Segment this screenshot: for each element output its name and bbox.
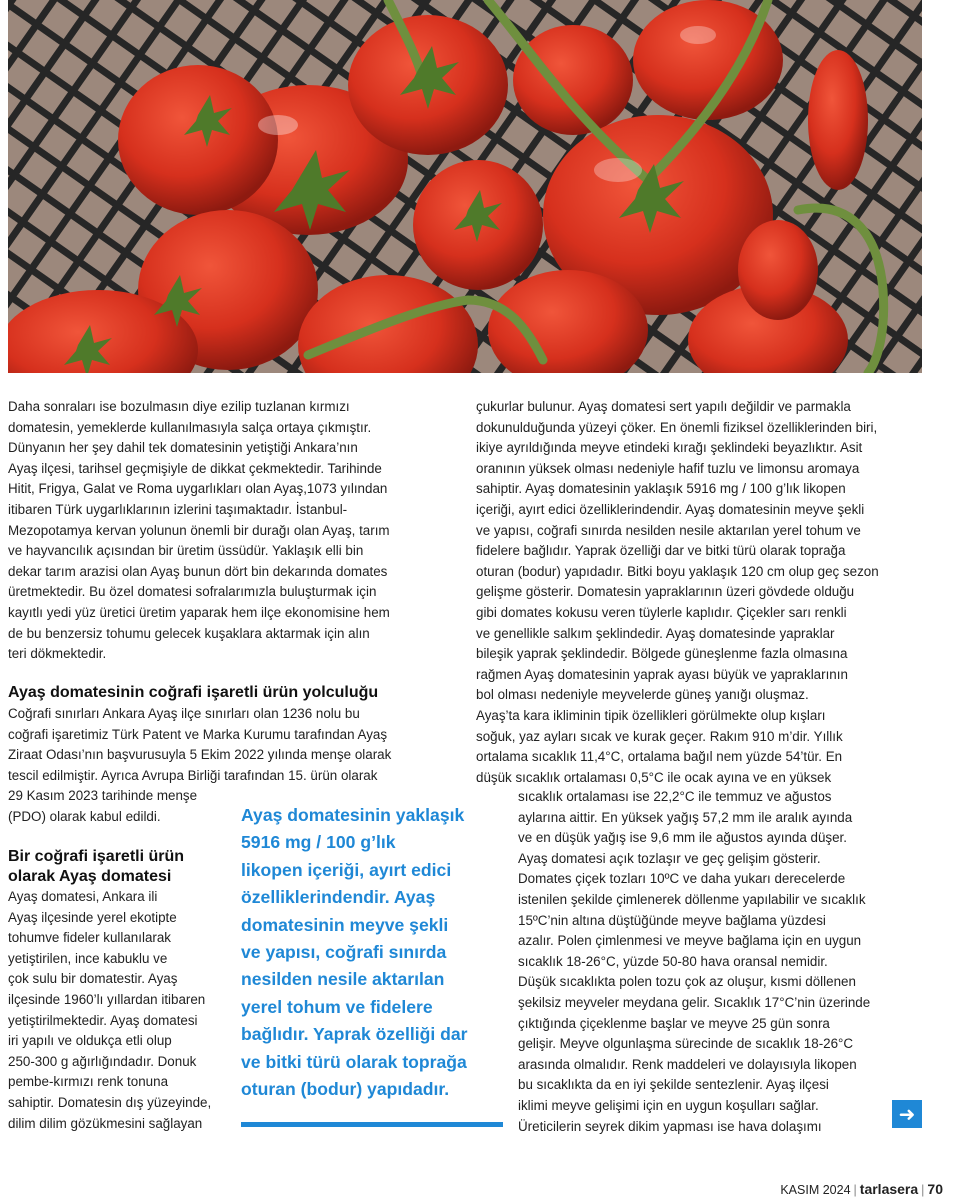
tomato-crate-photo: [8, 0, 922, 373]
column-two-lower-paragraph: sıcaklık ortalaması ise 22,2°C ile temmuz ve ağustos aylarına aittir. En yüksek yağış 57,2 mm ile aralık ayında ve en düşük yağış ise 9,6 mm ile ağustos ayında düşer. Ayaş domatesi açık tozlaşır ve geç gelişim gösterir. Domates çiçek tozları 10ºC ve daha yukarı derecelerde istenilen şekilde çimlenerek döllenme yapılabilir ve sıcaklık 15ºC’nin altına düştüğünde meyve bağlama yüzdesi azalır. Polen çimlenmesi ve meyve bağlama için en uygun sıcaklık 18-26°C, yüzde 50-80 hava oransal nemidir. Düşük sıcaklıkta polen tozu çok az oluşur, kısmi döllenen şekilsiz meyveler meydana gelir. Sıcaklık 17°C’nin üzerinde çıktığında çiçeklenme başlar ve meyve 25 gün sonra gelişir. Meyve olgunlaşma sürecinde de sıcaklık 18-26°C arasında olmalıdır. Renk maddeleri ve dolayısıyla likopen bu sıcaklıkta da en iyi şekilde sentezlenir. Ayaş ilçesi iklimi meyve gelişimi için en uygun koşulları sağlar. Üreticilerin seyrek dikim yapması ise hava dolaşımı: [518, 789, 871, 1134]
geo-journey-paragraph: Coğrafi sınırları Ankara Ayaş ilçe sınırları olan 1236 nolu bu coğrafi işaretimiz Türk Patent ve Marka Kurumu tarafından Ayaş Ziraat Odası’nın başvurusuyla 5 Ekim 2022 yılında menşe olarak tescil edilmiştir. Ayrıca Avrupa Birliği tarafından 15. ürün olarak 29 Kasım 2023 tarihinde menşe (PDO) olarak kabul edildi.: [8, 706, 392, 824]
column-two-paragraph: çukurlar bulunur. Ayaş domatesi sert yapılı değildir ve parmakla dokunulduğunda yüzeyi çöker. En önemli fiziksel özelliklerinden biri, ikiye ayrıldığında meyve etindeki kırağı şeklindeki beyazlıktır. Asit oranının yüksek olması nedeniyle hafif tuzlu ve limonsu aromaya sahiptir. Ayaş domatesinin yaklaşık 5916 mg / 100 g’lık likopen içeriği, ayırt edici özelliklerindendir. Ayaş domatesinin meyve şekli ve yapısı, coğrafi sınırda nesilden nesile aktarılan yerel tohum ve fidelere bağlıdır. Yaprak özelliği dar ve bitki türü olarak toprağa oturan (bodur) yapıdadır. Bitki boyu yaklaşık 120 cm olup geç sezon gelişme gösterir. Domatesin yapraklarının üzeri gövdede olduğu gibi domates kokusu veren tüylerle kaplıdır. Çiçekler sarı renkli ve genellikle salkım şeklindedir. Ayaş domatesinde yapraklar bileşik yaprak şeklindedir. Bölgede güneşlenme fazla olmasına rağmen Ayaş domatesinin yaprak ayası büyük ve yapraklarının bol olması nedeniyle meyvelerde güneş yanığı oluşmaz. Ayaş’ta kara ikliminin tipik özellikleri görülmekte olup kışları soğuk, yaz ayları sıcak ve kurak geçer. Rakım 910 m’dir. Yıllık ortalama sıcaklık 11,4°C, ortalama bağıl nem yüzde 54’tür. En düşük sıcaklık ortalaması 0,5°C ile ocak ayına ve en yüksek: [476, 399, 879, 785]
next-page-button[interactable]: [892, 1100, 922, 1128]
pull-quote: Ayaş domatesinin yaklaşık 5916 mg / 100 g’lık likopen içeriği, ayırt edici özelliklerindendir. Ayaş domatesinin meyve şekli ve yapısı, coğrafi sınırda nesilden nesile aktarılan yerel tohum ve fidelere bağlıdır. Yaprak özelliği dar ve bitki türü olarak toprağa oturan (bodur) yapıdadır.: [241, 805, 468, 1100]
pull-quote-underline: [241, 1122, 503, 1127]
intro-paragraph: Daha sonraları ise bozulmasın diye ezilip tuzlanan kırmızı domatesin, yemeklerde kullanılmasıyla salça ortaya çıkmıştır. Dünyanın her şey dahil tek domatesinin yetiştiği Ankara’nın Ayaş ilçesi, tarihsel geçmişiyle de dikkat çekmektedir. Tarihinde Hitit, Frigya, Galat ve Roma uygarlıkları olan Ayaş,1073 yılından itibaren Türk uygarlıklarının izlerini taşımaktadır. İstanbul- Mezopotamya kervan yolunun önemli bir durağı olan Ayaş, tarım ve hayvancılık açısından bir üretim üssüdür. Yaklaşık elli bin dekar tarım arazisi olan Ayaş bunun dört bin dekarında domates üretmektedir. Bu özel domatesi sofralarımızla buluşturmak için kayıtlı yedi yüz üretici üretim yaparak hem ilçe ekonomisine hem de bu benzersiz tohumu gelecek kuşaklara aktarmak için alın teri dökmektedir.: [8, 399, 390, 662]
magazine-name: tarlasera: [859, 1181, 919, 1197]
page-footer: KASIM 2024 | tarlasera | 70: [780, 1181, 943, 1197]
page-number: 70: [927, 1181, 943, 1197]
arrow-right-icon: ➜: [898, 1103, 916, 1126]
issue-date: KASIM 2024: [780, 1183, 851, 1197]
section-heading-geo-journey: Ayaş domatesinin coğrafi işaretli ürün yolculuğu: [8, 684, 379, 701]
section-heading-geo-product: Bir coğrafi işaretli ürün olarak Ayaş domatesi: [8, 848, 185, 885]
product-description-paragraph: Ayaş domatesi, Ankara ili Ayaş ilçesinde yerel ekotipte tohumve fideler kullanılarak yetiştirilen, ince kabuklu ve çok sulu bir domatestir. Ayaş ilçesinde 1960’lı yıllardan itibaren yetiştirilmektedir. Ayaş domatesi iri yapılı ve oldukça etli olup 250-300 g ağırlığındadır. Donuk pembe-kırmızı renk tonuna sahiptir. Domatesin dış yüzeyinde, dilim dilim gözükmesini sağlayan: [8, 889, 212, 1131]
